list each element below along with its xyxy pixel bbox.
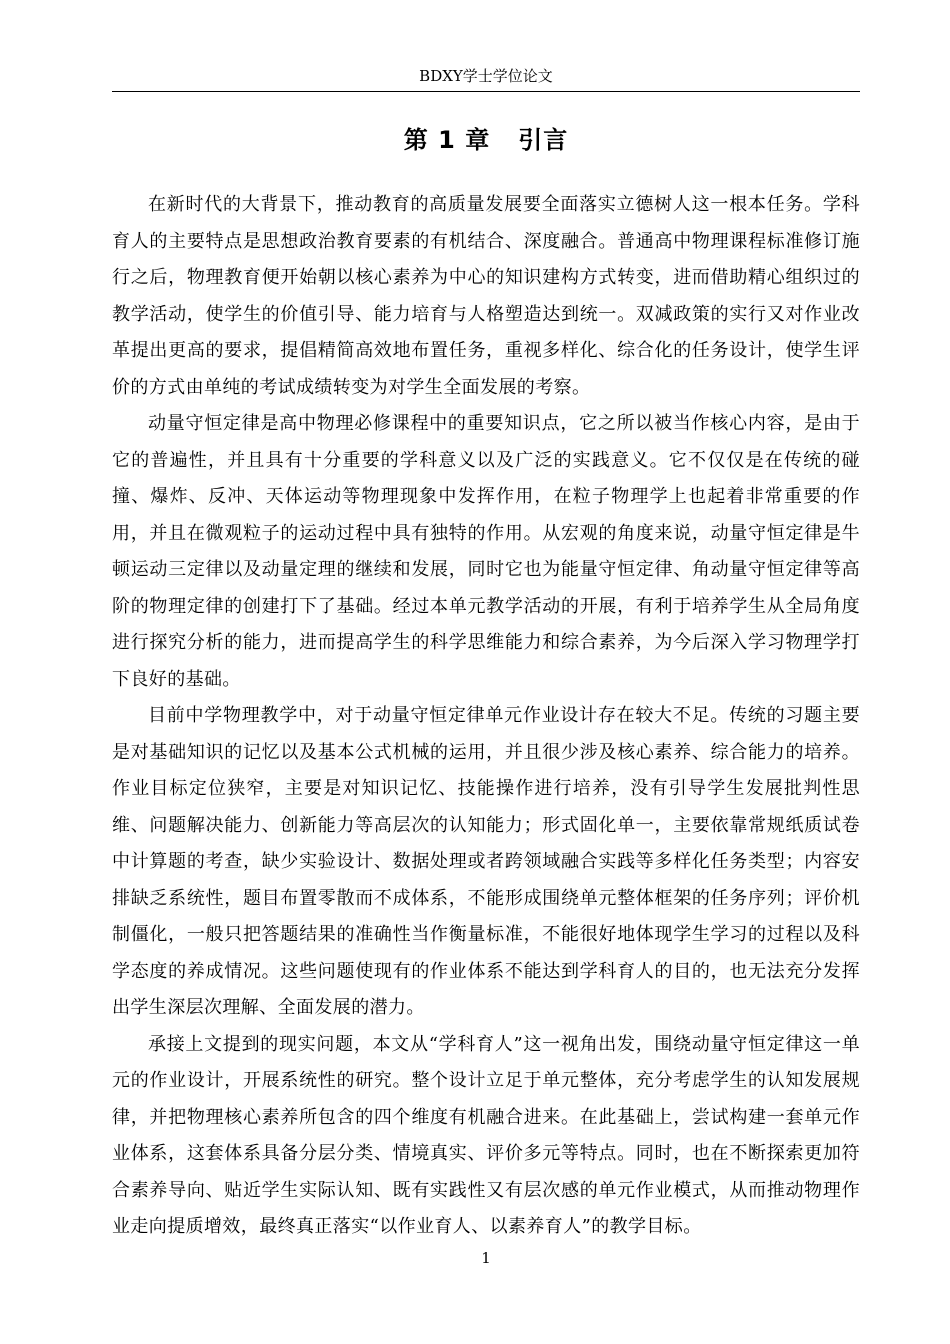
paragraph-1: 在新时代的大背景下，推动教育的高质量发展要全面落实立德树人这一根本任务。学科育人的主要特点是思想政治教育要素的有机结合、深度融合。普通高中物理课程标准修订施行之后，物理教育便开始朝以核心素养为中心的知识建构方式转变，进而借助精心组织过的教学活动，使学生的价值引导、能力培育与人格塑造达到统一。双减政策的实行又对作业改革提出更高的要求，提倡精简高效地布置任务，重视多样化、综合化的任务设计，使学生评价的方式由单纯的考试成绩转变为对学生全面发展的考察。	[112, 194, 860, 398]
paragraph-3: 目前中学物理教学中，对于动量守恒定律单元作业设计存在较大不足。传统的习题主要是对基础知识的记忆以及基本公式机械的运用，并且很少涉及核心素养、综合能力的培养。作业目标定位狭窄，主要是对知识记忆、技能操作进行培养，没有引导学生发展批判性思维、问题解决能力、创新能力等高层次的认知能力；形式固化单一，主要依靠常规纸质试卷中计算题的考查，缺少实验设计、数据处理或者跨领域融合实践等多样化任务类型；内容安排缺乏系统性，题目布置零散而不成体系，不能形成围绕单元整体框架的任务序列；评价机制僵化，一般只把答题结果的准确性当作衡量标准，不能很好地体现学生学习的过程以及科学态度的养成情况。这些问题使现有的作业体系不能达到学科育人的目的，也无法充分发挥出学生深层次理解、全面发展的潜力。	[112, 705, 860, 1018]
chapter-title-text: 引言	[518, 126, 569, 154]
chapter-number: 第 1 章	[403, 126, 491, 154]
running-header: BDXY学士学位论文	[419, 67, 553, 85]
paragraph-2: 动量守恒定律是高中物理必修课程中的重要知识点，它之所以被当作核心内容，是由于它的普遍性，并且具有十分重要的学科意义以及广泛的实践意义。它不仅仅是在传统的碰撞、爆炸、反冲、天体运动等物理现象中发挥作用，在粒子物理学上也起着非常重要的作用，并且在微观粒子的运动过程中具有独特的作用。从宏观的角度来说，动量守恒定律是牛顿运动三定律以及动量定理的继续和发展，同时它也为能量守恒定律、角动量守恒定律等高阶的物理定律的创建打下了基础。经过本单元教学活动的开展，有利于培养学生从全局角度进行探究分析的能力，进而提高学生的科学思维能力和综合素养，为今后深入学习物理学打下良好的基础。	[112, 413, 860, 690]
header-divider	[112, 91, 860, 92]
page-number: 1	[481, 1249, 491, 1267]
body-text	[112, 187, 860, 1246]
chapter-heading	[112, 122, 860, 158]
paragraph-4: 承接上文提到的现实问题，本文从“学科育人”这一视角出发，围绕动量守恒定律这一单元的作业设计，开展系统性的研究。整个设计立足于单元整体，充分考虑学生的认知发展规律，并把物理核心素养所包含的四个维度有机融合进来。在此基础上，尝试构建一套单元作业体系，这套体系具备分层分类、情境真实、评价多元等特点。同时，也在不断探索更加符合素养导向、贴近学生实际认知、既有实践性又有层次感的单元作业模式，从而推动物理作业走向提质增效，最终真正落实“以作业育人、以素养育人”的教学目标。	[112, 1033, 860, 1237]
